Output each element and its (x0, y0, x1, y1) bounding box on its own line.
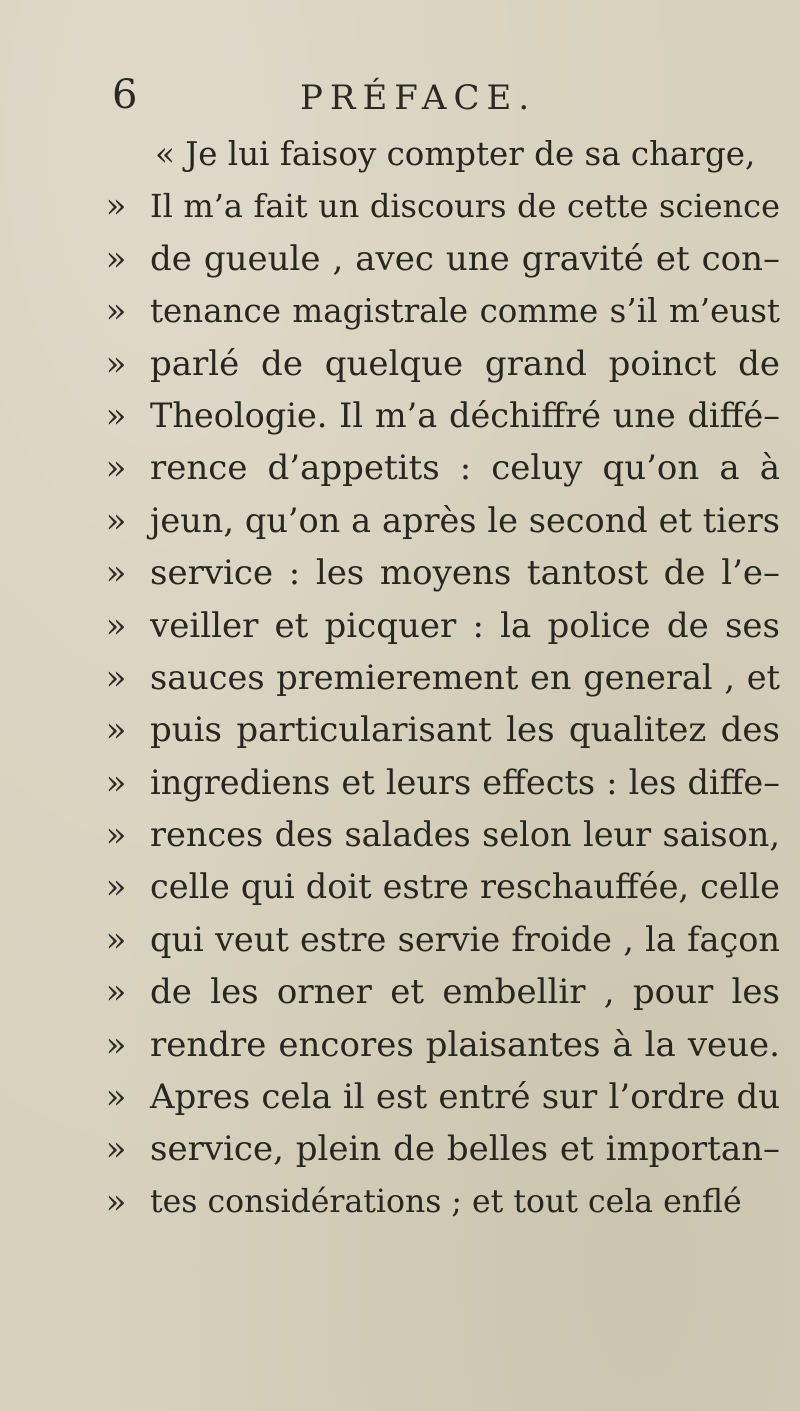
quotation-marker: » (105, 291, 127, 332)
text-line (0, 914, 800, 966)
text-line (0, 1123, 800, 1175)
line-text: rences des salades selon leur saison, (150, 815, 780, 855)
line-text: rendre encores plaisantes à la veue. (150, 1024, 780, 1065)
quotation-marker: » (105, 500, 127, 541)
quotation-marker: » (105, 710, 127, 751)
line-text: qui veut estre servie froide , la façon (150, 919, 780, 959)
line-text: service : les moyens tantost de l’e– (150, 553, 780, 594)
line-text: Apres cela il est entré sur l’ordre du (150, 1077, 780, 1118)
quotation-marker: » (105, 657, 127, 698)
quotation-marker: » (105, 1129, 127, 1170)
text-line (0, 1176, 800, 1228)
text-line (0, 128, 800, 180)
quotation-marker: » (105, 762, 127, 803)
line-text: Theologie. Il m’a déchiffré une diffé– (150, 395, 780, 435)
quotation-marker: » (105, 448, 127, 489)
quotation-marker: » (105, 186, 127, 227)
running-title: PRÉFACE. (300, 78, 537, 118)
quotation-marker: » (105, 972, 127, 1013)
line-text: Il m’a fait un discours de cette science (150, 187, 780, 226)
quotation-marker: » (105, 919, 127, 960)
quotation-marker: » (105, 867, 127, 908)
line-text: service, plein de belles et importan– (150, 1129, 780, 1170)
text-line (0, 233, 800, 285)
quotation-marker: » (105, 815, 127, 856)
line-text: ingrediens et leurs effects : les diffe– (150, 762, 780, 802)
text-line (0, 442, 800, 494)
text-line (0, 338, 800, 390)
text-line (0, 285, 800, 337)
text-line (0, 495, 800, 547)
line-text: « Je lui faisoy compter de sa charge, (155, 135, 756, 173)
text-line (0, 652, 800, 704)
text-line (0, 861, 800, 913)
line-text: veiller et picquer : la police de ses (150, 605, 780, 646)
line-text: tenance magistrale comme s’il m’eust (150, 292, 780, 331)
line-text: de les orner et embellir , pour les (150, 972, 780, 1013)
quotation-marker: » (105, 343, 127, 384)
line-text: jeun, qu’on a après le second et tiers (150, 500, 780, 540)
text-line (0, 757, 800, 809)
text-line (0, 390, 800, 442)
text-block (0, 128, 800, 1228)
line-text: rence d’appetits : celuy qu’on a à (150, 448, 780, 489)
line-text: tes considérations ; et tout cela enflé (150, 1183, 742, 1220)
text-line (0, 600, 800, 652)
line-text: puis particularisant les qualitez des (150, 710, 780, 751)
line-text: parlé de quelque grand poinct de (150, 343, 780, 384)
page-number: 6 (112, 72, 138, 118)
text-line (0, 1019, 800, 1071)
quotation-marker: » (105, 1077, 127, 1118)
text-line (0, 704, 800, 756)
page-header (0, 70, 800, 130)
quotation-marker: » (105, 605, 127, 646)
quotation-marker: » (105, 553, 127, 594)
quotation-marker: » (105, 395, 127, 436)
text-line (0, 180, 800, 232)
quotation-marker: » (105, 1024, 127, 1065)
text-line (0, 1071, 800, 1123)
quotation-marker: » (105, 238, 127, 279)
text-line (0, 966, 800, 1018)
quotation-marker: » (105, 1181, 127, 1222)
line-text: sauces premierement en general , et (150, 657, 780, 697)
text-line (0, 809, 800, 861)
text-line (0, 547, 800, 599)
line-text: de gueule , avec une gravité et con– (150, 238, 780, 279)
line-text: celle qui doit estre reschauffée, celle (150, 867, 780, 907)
